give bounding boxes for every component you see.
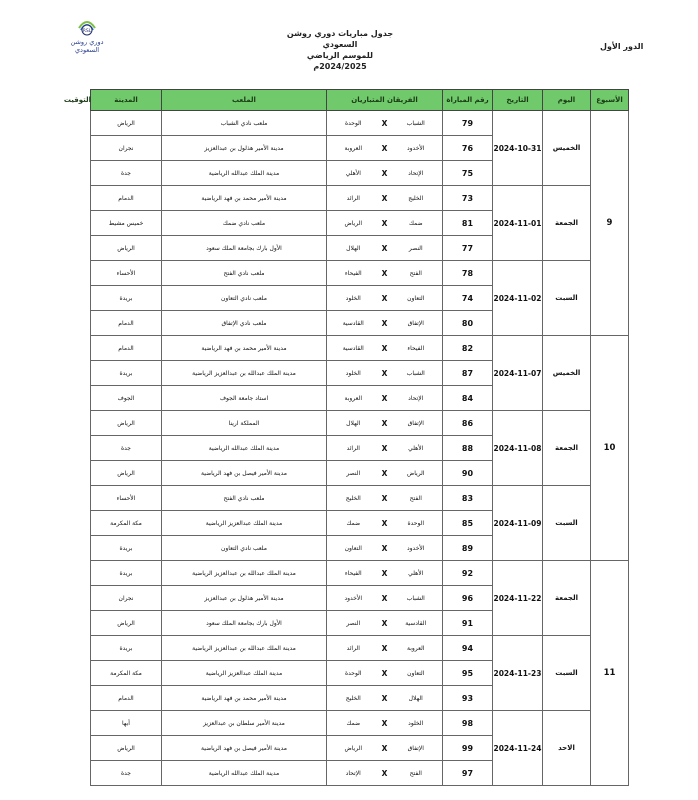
stadium-cell: ملعب نادي الشباب [162, 111, 327, 136]
away-team-cell: الرائد [327, 436, 380, 461]
stadium-cell: ملعب نادي ضمك [162, 211, 327, 236]
table-row [91, 711, 629, 736]
col-match-no: رقم المباراة [443, 90, 493, 111]
match-number-cell: 78 [443, 261, 493, 286]
home-team-cell: الإتفاق [390, 736, 443, 761]
match-number-cell: 82 [443, 336, 493, 361]
city-cell: الجوف [91, 386, 162, 411]
date-cell: 2024-11-24 [493, 711, 543, 786]
match-number-cell: 84 [443, 386, 493, 411]
day-cell: الجمعة [543, 186, 591, 261]
away-team-cell: الهلال [327, 236, 380, 261]
home-team-cell: الشباب [390, 361, 443, 386]
away-team-cell: التعاون [327, 536, 380, 561]
away-team-cell: الفيحاء [327, 261, 380, 286]
city-cell: بريدة [91, 361, 162, 386]
away-team-cell: الوحدة [327, 661, 380, 686]
city-cell: نجران [91, 136, 162, 161]
match-number-cell: 81 [443, 211, 493, 236]
stadium-cell: مدينة الملك عبدالله الرياضية [162, 761, 327, 786]
stadium-cell: مدينة الأمير محمد بن فهد الرياضية [162, 686, 327, 711]
table-row [91, 411, 629, 436]
home-team-cell: الأهلي [390, 436, 443, 461]
match-number-cell: 96 [443, 586, 493, 611]
match-number-cell: 90 [443, 461, 493, 486]
home-team-cell: العروبة [390, 636, 443, 661]
week-number-cell: 11 [591, 561, 629, 786]
city-cell: جدة [91, 161, 162, 186]
city-cell: الأحساء [91, 261, 162, 286]
versus-cell: X [380, 161, 390, 186]
day-cell: الجمعة [543, 411, 591, 486]
day-cell: الخميس [543, 336, 591, 411]
day-cell: الجمعة [543, 561, 591, 636]
match-number-cell: 85 [443, 511, 493, 536]
away-team-cell: الخليج [327, 686, 380, 711]
match-number-cell: 83 [443, 486, 493, 511]
city-cell: الدمام [91, 686, 162, 711]
home-team-cell: النصر [390, 236, 443, 261]
city-cell: بريدة [91, 636, 162, 661]
versus-cell: X [380, 411, 390, 436]
home-team-cell: الأخدود [390, 136, 443, 161]
match-number-cell: 76 [443, 136, 493, 161]
stadium-cell: مدينة الأمير هذلول بن عبدالعزيز [162, 136, 327, 161]
date-cell: 2024-11-23 [493, 636, 543, 711]
versus-cell: X [380, 486, 390, 511]
week-number-cell: 10 [591, 336, 629, 561]
stadium-cell: مدينة الأمير فيصل بن فهد الرياضية [162, 461, 327, 486]
away-team-cell: الإتحاد [327, 761, 380, 786]
league-logo-icon [75, 14, 99, 36]
stadium-cell: ملعب نادي التعاون [162, 286, 327, 311]
versus-cell: X [380, 686, 390, 711]
match-number-cell: 88 [443, 436, 493, 461]
league-logo [66, 14, 108, 64]
versus-cell: X [380, 361, 390, 386]
city-cell: الرياض [91, 236, 162, 261]
table-row [91, 261, 629, 286]
stadium-cell: مدينة الملك عبدالعزيز الرياضية [162, 511, 327, 536]
stadium-cell: مدينة الأمير محمد بن فهد الرياضية [162, 186, 327, 211]
away-team-cell: الوحدة [327, 111, 380, 136]
versus-cell: X [380, 736, 390, 761]
match-number-cell: 89 [443, 536, 493, 561]
stadium-cell: الأول بارك بجامعة الملك سعود [162, 611, 327, 636]
home-team-cell: الأخدود [390, 536, 443, 561]
table-row [91, 186, 629, 211]
city-cell: الرياض [91, 736, 162, 761]
day-cell: السبت [543, 261, 591, 336]
schedule-table [63, 89, 629, 786]
city-cell: الدمام [91, 336, 162, 361]
day-cell: السبت [543, 486, 591, 561]
home-team-cell: التعاون [390, 286, 443, 311]
away-team-cell: ضمك [327, 711, 380, 736]
stadium-cell: مدينة الملك عبدالله بن عبدالعزيز الرياضية [162, 636, 327, 661]
away-team-cell: القادسية [327, 336, 380, 361]
stadium-cell: مدينة الملك عبدالله الرياضية [162, 436, 327, 461]
date-cell: 2024-11-22 [493, 561, 543, 636]
away-team-cell: الرائد [327, 186, 380, 211]
city-cell: الدمام [91, 186, 162, 211]
table-row [91, 486, 629, 511]
home-team-cell: ضمك [390, 211, 443, 236]
match-number-cell: 80 [443, 311, 493, 336]
home-team-cell: الفتح [390, 261, 443, 286]
stadium-cell: مدينة الأمير سلطان بن عبدالعزيز [162, 711, 327, 736]
versus-cell: X [380, 111, 390, 136]
match-number-cell: 74 [443, 286, 493, 311]
city-cell: الرياض [91, 411, 162, 436]
stadium-cell: ملعب نادي الفتح [162, 261, 327, 286]
col-teams: الفريقان المتباريان [327, 90, 443, 111]
stadium-cell: مدينة الأمير محمد بن فهد الرياضية [162, 336, 327, 361]
match-number-cell: 86 [443, 411, 493, 436]
city-cell: أبها [91, 711, 162, 736]
date-cell: 2024-11-09 [493, 486, 543, 561]
day-cell: السبت [543, 636, 591, 711]
city-cell: مكة المكرمة [91, 511, 162, 536]
match-number-cell: 98 [443, 711, 493, 736]
away-team-cell: ضمك [327, 511, 380, 536]
versus-cell: X [380, 611, 390, 636]
versus-cell: X [380, 461, 390, 486]
match-number-cell: 94 [443, 636, 493, 661]
logo-text-line2: السعودي [74, 46, 100, 54]
document-heading [280, 28, 400, 72]
versus-cell: X [380, 436, 390, 461]
col-week: الأسبوع [591, 90, 629, 111]
table-row [91, 111, 629, 136]
match-number-cell: 99 [443, 736, 493, 761]
home-team-cell: الهلال [390, 686, 443, 711]
away-team-cell: العروبة [327, 386, 380, 411]
versus-cell: X [380, 336, 390, 361]
versus-cell: X [380, 186, 390, 211]
away-team-cell: الأهلي [327, 161, 380, 186]
versus-cell: X [380, 136, 390, 161]
home-team-cell: الوحدة [390, 511, 443, 536]
day-cell: الاحد [543, 711, 591, 786]
match-number-cell: 93 [443, 686, 493, 711]
day-cell: الخميس [543, 111, 591, 186]
versus-cell: X [380, 261, 390, 286]
away-team-cell: الخليج [327, 486, 380, 511]
col-stadium: الملعب [162, 90, 327, 111]
table-row [91, 636, 629, 661]
away-team-cell: الرائد [327, 636, 380, 661]
stadium-cell: مدينة الملك عبدالعزيز الرياضية [162, 661, 327, 686]
home-team-cell: الإتحاد [390, 386, 443, 411]
table-row [91, 336, 629, 361]
home-team-cell: الفيحاء [390, 336, 443, 361]
city-cell: الرياض [91, 611, 162, 636]
schedule-body [91, 111, 629, 786]
match-number-cell: 77 [443, 236, 493, 261]
city-cell: بريدة [91, 561, 162, 586]
city-cell: جدة [91, 436, 162, 461]
home-team-cell: الأهلي [390, 561, 443, 586]
versus-cell: X [380, 711, 390, 736]
versus-cell: X [380, 761, 390, 786]
title-line-2: للموسم الرياضي 2024/2025م [306, 51, 374, 71]
home-team-cell: الفتح [390, 486, 443, 511]
away-team-cell: الخلود [327, 361, 380, 386]
home-team-cell: القادسية [390, 611, 443, 636]
match-number-cell: 92 [443, 561, 493, 586]
date-cell: 2024-11-08 [493, 411, 543, 486]
stadium-cell: مدينة الملك عبدالله الرياضية [162, 161, 327, 186]
versus-cell: X [380, 286, 390, 311]
city-cell: الرياض [91, 461, 162, 486]
city-cell: نجران [91, 586, 162, 611]
away-team-cell: القادسية [327, 311, 380, 336]
home-team-cell: الشباب [390, 111, 443, 136]
stadium-cell: استاد جامعة الجوف [162, 386, 327, 411]
versus-cell: X [380, 211, 390, 236]
away-team-cell: الرياض [327, 211, 380, 236]
date-cell: 2024-10-31 [493, 111, 543, 186]
title-line-1: جدول مباريات دوري روشن السعودي [286, 29, 394, 49]
stadium-cell: ملعب نادي الإتفاق [162, 311, 327, 336]
away-team-cell: النصر [327, 611, 380, 636]
away-team-cell: الرياض [327, 736, 380, 761]
away-team-cell: العروبة [327, 136, 380, 161]
city-cell: الدمام [91, 311, 162, 336]
match-number-cell: 87 [443, 361, 493, 386]
versus-cell: X [380, 311, 390, 336]
city-cell: الرياض [91, 111, 162, 136]
match-number-cell: 73 [443, 186, 493, 211]
home-team-cell: الإتفاق [390, 311, 443, 336]
logo-text-line1: دوري روشن [70, 38, 104, 46]
away-team-cell: الهلال [327, 411, 380, 436]
match-number-cell: 95 [443, 661, 493, 686]
home-team-cell: الرياض [390, 461, 443, 486]
home-team-cell: الفتح [390, 761, 443, 786]
home-team-cell: التعاون [390, 661, 443, 686]
stadium-cell: مدينة الأمير هذلول بن عبدالعزيز [162, 586, 327, 611]
col-date: التاريخ [493, 90, 543, 111]
round-label: الدور الأول [600, 42, 644, 51]
match-number-cell: 79 [443, 111, 493, 136]
home-team-cell: الإتفاق [390, 411, 443, 436]
week-number-cell: 9 [591, 111, 629, 336]
away-team-cell: الأخدود [327, 586, 380, 611]
stadium-cell: الأول بارك بجامعة الملك سعود [162, 236, 327, 261]
match-number-cell: 97 [443, 761, 493, 786]
city-cell: بريدة [91, 286, 162, 311]
home-team-cell: الإتحاد [390, 161, 443, 186]
date-cell: 2024-11-07 [493, 336, 543, 411]
match-number-cell: 75 [443, 161, 493, 186]
versus-cell: X [380, 661, 390, 686]
match-number-cell: 91 [443, 611, 493, 636]
city-cell: خميس مشيط [91, 211, 162, 236]
table-row [91, 561, 629, 586]
versus-cell: X [380, 636, 390, 661]
stadium-cell: مدينة الأمير فيصل بن فهد الرياضية [162, 736, 327, 761]
date-cell: 2024-11-02 [493, 261, 543, 336]
stadium-cell: ملعب نادي التعاون [162, 536, 327, 561]
col-city: المدينة [91, 90, 162, 111]
away-team-cell: الخلود [327, 286, 380, 311]
table-header-row: الأسبوع اليوم التاريخ رقم المباراة الفريقان المتباريان الملعب المدينة التوقيت [91, 90, 629, 111]
versus-cell: X [380, 386, 390, 411]
stadium-cell: مدينة الملك عبدالله بن عبدالعزيز الرياضية [162, 361, 327, 386]
home-team-cell: الشباب [390, 586, 443, 611]
stadium-cell: ملعب نادي الفتح [162, 486, 327, 511]
away-team-cell: الفيحاء [327, 561, 380, 586]
away-team-cell: النصر [327, 461, 380, 486]
date-cell: 2024-11-01 [493, 186, 543, 261]
versus-cell: X [380, 561, 390, 586]
home-team-cell: الخليج [390, 186, 443, 211]
svg-text:RSL: RSL [82, 29, 92, 34]
city-cell: بريدة [91, 536, 162, 561]
col-day: اليوم [543, 90, 591, 111]
city-cell: الأحساء [91, 486, 162, 511]
versus-cell: X [380, 236, 390, 261]
stadium-cell: المملكة ارينا [162, 411, 327, 436]
versus-cell: X [380, 536, 390, 561]
versus-cell: X [380, 511, 390, 536]
versus-cell: X [380, 586, 390, 611]
stadium-cell: مدينة الملك عبدالله بن عبدالعزيز الرياضية [162, 561, 327, 586]
city-cell: مكة المكرمة [91, 661, 162, 686]
home-team-cell: الخلود [390, 711, 443, 736]
city-cell: جدة [91, 761, 162, 786]
